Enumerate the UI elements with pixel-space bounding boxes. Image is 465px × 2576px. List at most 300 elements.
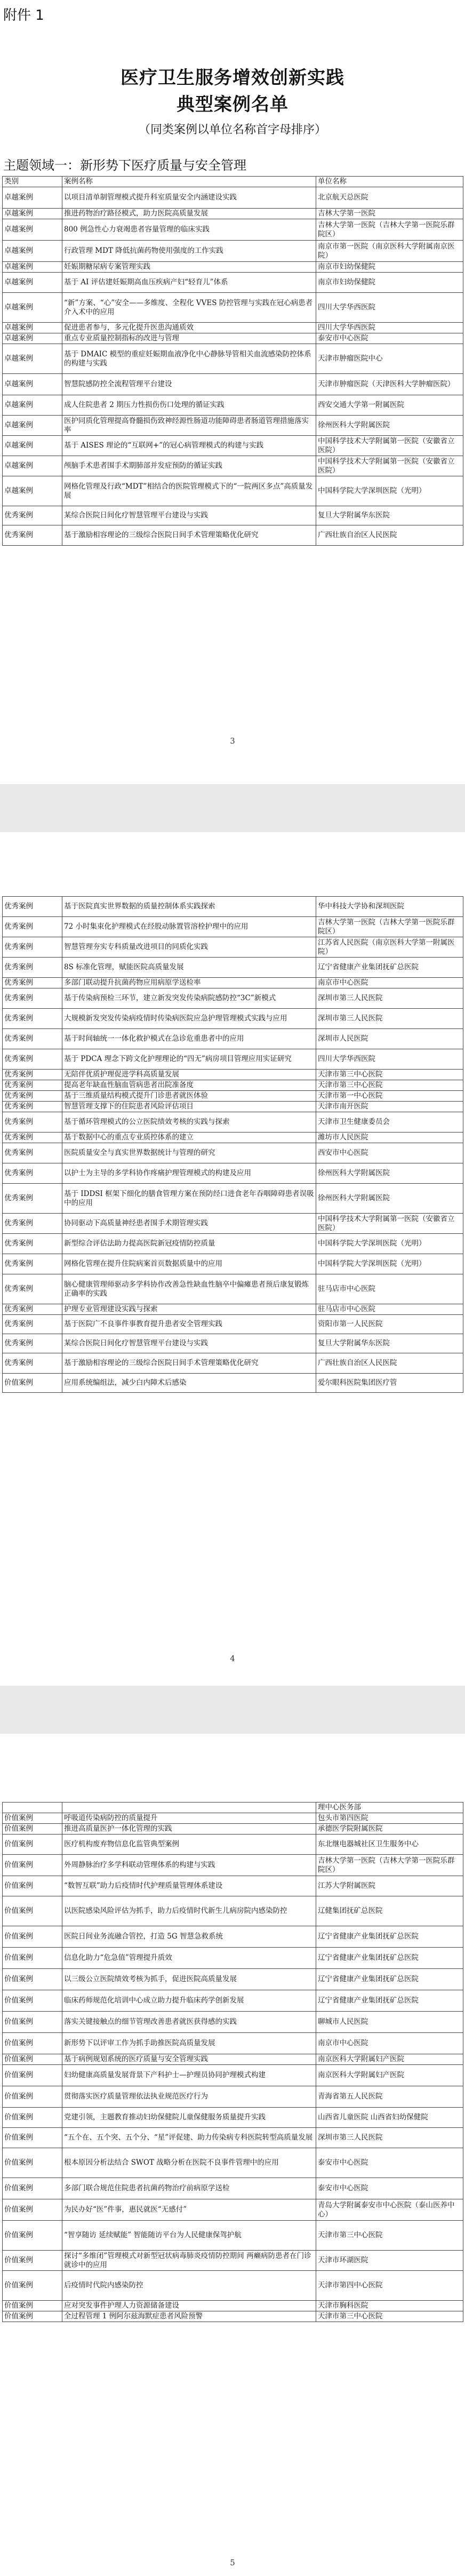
table-row [3,1835,463,1855]
case-name: 贯彻落实医疗质量管理依法执业规范医疗行为 [62,2086,316,2108]
case-unit: 南京市中心医院 [316,2033,463,2054]
case-unit: 理中心医务部 [316,1803,463,1813]
case-category: 优秀案例 [3,525,62,546]
table-row [3,1049,463,1070]
table-row [3,374,463,395]
document-page-3 [0,1734,465,2576]
case-category: 价值案例 [3,2251,62,2271]
table-row [3,1876,463,1896]
table-row [3,2271,463,2301]
table-row [3,958,463,978]
case-category: 优秀案例 [3,917,62,937]
table-row [3,2128,463,2148]
case-unit: 东北继电器城社区卫生服务中心 [316,1835,463,1855]
case-category: 优秀案例 [3,1274,62,1304]
table-row [3,1009,463,1029]
case-category: 优秀案例 [3,937,62,958]
table-row [3,456,463,476]
case-unit: 泰安市中心医院 [316,333,463,344]
case-name: 智慧管理夯实专科质量改进项目的同质化实践 [62,937,316,958]
case-name: 新形势下以评审工作为抓手助推医院高质量发展 [62,2033,316,2054]
case-name: 网格化管理及行政“MDT”相结合的医院管理模式下的“一院两区多点”高质量发展 [62,476,316,506]
case-name: 无陪伴优质护理促进学科高质量发展 [62,1070,316,1080]
case-category: 优秀案例 [3,1080,62,1091]
table-row [3,1080,463,1091]
case-table-page-1 [2,176,463,546]
case-name: 促进患者参与，多元化提升医患沟通质效 [62,323,316,333]
table-row [3,2033,463,2054]
case-category: 优秀案例 [3,1009,62,1029]
case-name: 为民办好“医”件事，惠民就医“无感付” [62,2199,316,2221]
case-category: 价值案例 [3,1824,62,1835]
case-unit: 泰安市中心医院 [316,2148,463,2178]
page-gap [0,784,465,832]
case-name: 多部门联合规范住院患者抗菌药物治疗前病原学送检 [62,2178,316,2199]
case-category: 卓越案例 [3,273,62,293]
table-row [3,2301,463,2311]
page-number-2: 4 [230,1654,235,1663]
case-name: 以护士为主导的多学科协作疼痛护理管理模式的构建及应用 [62,1163,316,1184]
case-name: 重点专业质量控制指标的改进与管理 [62,333,316,344]
case-category: 价值案例 [3,1969,62,1990]
document-title-line-2: 典型案例名单 [177,94,288,115]
case-name: 推进药物治疗路径模式，助力医院高质量发展 [62,209,316,219]
case-category: 优秀案例 [3,988,62,1009]
case-category: 优秀案例 [3,1112,62,1133]
table-row [3,1990,463,2012]
table-row [3,2012,463,2033]
case-name: 根本原因分析法结合 SWOT 战略分析在医院不良事件管理中的应用 [62,2148,316,2178]
case-name: 后疫情时代院内感染防控 [62,2271,316,2301]
case-category: 价值案例 [3,1948,62,1969]
case-unit: 华中科技大学协和深圳医院 [316,897,463,917]
case-name: “五个在、五个突、五个分、“星”评促建、助力传染病专科医院转型高质量发展 [62,2128,316,2148]
case-category: 卓越案例 [3,333,62,344]
case-category: 优秀案例 [3,1315,62,1334]
case-name: 医护同质化管理提高脊髓损伤致神经源性肠道功能障碍患者肠道管理措施落实率 [62,416,316,436]
table-row [3,1334,463,1353]
case-name: 某综合医院日间化疗智慧管理平台建设与实践 [62,506,316,525]
case-category: 卓越案例 [3,395,62,416]
case-unit: 复旦大学附属华东医院 [316,506,463,525]
case-unit: 南京医科大学附属妇产医院 [316,2054,463,2065]
case-category: 优秀案例 [3,1049,62,1070]
case-category: 卓越案例 [3,344,62,374]
table-row [3,988,463,1009]
case-unit: 聊城市人民医院 [316,2012,463,2033]
case-category: 优秀案例 [3,506,62,525]
table-row [3,1112,463,1133]
case-name: 全过程管理 1 例阿尔兹海默症患者风险预警 [62,2311,316,2322]
case-name: 协同驱动下高质量神经患者围手术期管理实践 [62,1214,316,1234]
case-name: 探讨“多维闭”管理模式对新型冠状病毒肺炎疫情防控期间 两癞病防患者在门诊就诊中的应用 [62,2251,316,2271]
case-unit: 泰安市中心医院 [316,2178,463,2199]
table-row [3,2178,463,2199]
case-category: 卓越案例 [3,219,62,241]
case-unit: 徐州医科大学附属医院 [316,1184,463,1214]
case-category: 卓越案例 [3,456,62,476]
table-row [3,978,463,988]
case-category: 优秀案例 [3,1234,62,1254]
case-name: 落实关键接触点的细节管理改善患者就医获得感的实践 [62,2012,316,2033]
case-unit: 中国科学院大学深圳医院（光明） [316,1254,463,1274]
case-name: 医院质量安全与真实世界数据统计与管理的研究 [62,1143,316,1163]
case-name: 8S 标准化管理，赋能医院高质量发展 [62,958,316,978]
case-unit: 南京医科大学附属妇产医院 [316,2065,463,2086]
document-page-1 [0,0,465,784]
table-row [3,1304,463,1315]
case-name: 以医院感染风险评估为抓手，助力后疫情时代新生儿病房院内感染防控 [62,1896,316,1926]
table-row [3,1896,463,1926]
case-name: 大规模新发突发传染病疫情时传染病医院应急护理管理模式实践与应用 [62,1009,316,1029]
case-category: 卓越案例 [3,262,62,273]
case-name: 医院日间业务流融合管控，打造 5G 智慧急救系统 [62,1926,316,1948]
case-unit: 天津市肿瘤医院中心 [316,344,463,374]
case-name: 妊娠期糖尿病专案管理实践 [62,262,316,273]
case-category: 优秀案例 [3,1102,62,1112]
case-name: 呼吸道传染病防控的质量提升 [62,1813,316,1824]
case-unit: 江苏省人民医院（南京医科大学第一附属医院） [316,937,463,958]
case-category: 价值案例 [3,1896,62,1926]
case-category: 价值案例 [3,2271,62,2301]
case-unit: 四川大学华西医院 [316,293,463,323]
case-category: 价值案例 [3,2128,62,2148]
case-name: 颅脑手术患者围手术期肺部并发症预防的循证实践 [62,456,316,476]
table-row [3,1029,463,1049]
case-name: 以三级公立医院绩效考核为抓手，促进医院高质量发展 [62,1969,316,1990]
case-unit: 辽宁省健康产业集团抚矿总医院 [316,1990,463,2012]
case-unit: 辽健集团抚矿总医院 [316,1896,463,1926]
case-name: 临床药师规范化培训中心成立助力提升临床药学创新发展 [62,1990,316,2012]
case-category: 优秀案例 [3,1353,62,1374]
case-category: 优秀案例 [3,897,62,917]
table-row [3,209,463,219]
case-name: 脑心健康管理师驱动多学科协作改善急性缺血性脑卒中偏瘫患者预后康复锻炼正确率的实践 [62,1274,316,1304]
table-row [3,2108,463,2128]
case-unit: 天津市胸科医院 [316,2301,463,2311]
case-category: 优秀案例 [3,1304,62,1315]
case-unit: 深圳市第三人民医院 [316,988,463,1009]
case-category: 价值案例 [3,2221,62,2251]
table-row [3,506,463,525]
case-unit: 中国科学院大学深圳医院（光明） [316,476,463,506]
case-unit: 天津市南开医院 [316,1102,463,1112]
case-unit: 徐州医科大学附属医院 [316,1163,463,1184]
case-unit: 南京市妇幼保健院 [316,262,463,273]
case-category: 价值案例 [3,1813,62,1824]
case-name: 基于 DMAIC 模型的重症妊娠期血液净化中心静脉导管相关血流感染防控体系的构建与实践 [62,344,316,374]
case-unit: 天津市卫生健康委员会 [316,1112,463,1133]
case-table-page-3 [2,1802,463,2322]
case-category: 价值案例 [3,2311,62,2322]
case-unit: 辽宁省健康产业集团抚矿总医院 [316,1948,463,1969]
table-row [3,1102,463,1112]
case-name: 提高老年缺血性脑血管病患者出院准备度 [62,1080,316,1091]
case-category: 价值案例 [3,2065,62,2086]
case-unit: 天津市第三中心医院 [316,2221,463,2251]
case-name: 800 例急性心力衰竭患者容量管理的临床实践 [62,219,316,241]
case-category: 优秀案例 [3,1091,62,1102]
case-unit: 吉林大学第一医院 [316,209,463,219]
case-unit: 徐州医科大学附属医院 [316,416,463,436]
case-category: 卓越案例 [3,209,62,219]
theme-heading: 主题领域一：新形势下医疗质量与安全管理 [3,158,246,173]
case-name: 基于医院真实世界数据的质量控制体系实践探索 [62,897,316,917]
case-name: 信息化助力“危急值”管理提升质效 [62,1948,316,1969]
case-unit: 青海省第五人民医院 [316,2086,463,2108]
case-category: 价值案例 [3,2199,62,2221]
table-row [3,1969,463,1990]
document-page-2 [0,832,465,1686]
case-unit: 天津市第三中心医院 [316,1070,463,1080]
case-name: 应用系统编组法，减少白内障术后感染 [62,1374,316,1393]
table-row [3,1214,463,1234]
table-row [3,2199,463,2221]
case-name: 以项目清单制管理模式提升科室质量安全内涵建设实践 [62,187,316,209]
page-gap [0,1686,465,1734]
case-category: 卓越案例 [3,374,62,395]
case-unit: 北京航天总医院 [316,187,463,209]
case-category: 优秀案例 [3,1133,62,1143]
case-unit: 包头市第四医院 [316,1813,463,1824]
case-name: 医疗机构废弃物信息化监管典型案例 [62,1835,316,1855]
table-row [3,476,463,506]
case-name: 党建引领，主题教育推动妇幼保健院儿童保健服务质量提升实践 [62,2108,316,2128]
case-category: 价值案例 [3,1990,62,2012]
case-category: 价值案例 [3,1835,62,1855]
case-name: 基于传染病预检三环节，建立新发突发传染病院感防控“3C”新模式 [62,988,316,1009]
case-unit: 中国科学技术大学附属第一医院（安徽省立医院） [316,456,463,476]
table-row [3,1184,463,1214]
case-name: 基于 PDCA 理念下跨文化护理理论的“四无”病房项目管理应用实证研究 [62,1049,316,1070]
table-row [3,187,463,209]
case-unit: 驻马店市中心医院 [316,1274,463,1304]
case-name: 新型综合评估法助力提高医院新冠疫情防控质量 [62,1234,316,1254]
case-name: 多部门联动提升抗菌药物应用病原学送检率 [62,978,316,988]
table-row [3,1855,463,1876]
case-category: 价值案例 [3,2054,62,2065]
table-row [3,937,463,958]
table-row [3,273,463,293]
case-unit: 天津市环湖医院 [316,2251,463,2271]
case-unit: 辽宁省健康产业集团抚矿总医院 [316,1969,463,1990]
case-category: 优秀案例 [3,1334,62,1353]
header-category: 类别 [3,177,62,187]
table-row [3,1234,463,1254]
case-category: 价值案例 [3,1374,62,1393]
case-category: 价值案例 [3,2178,62,2199]
table-row [3,436,463,456]
case-name: 网格化管理在提升住院病案首页数据质量中的应用 [62,1254,316,1274]
document-subtitle: （同类案例以单位名称首字母排序） [138,123,326,137]
table-row [3,917,463,937]
case-category: 价值案例 [3,1855,62,1876]
case-unit: 吉林大学第一医院（吉林大学第一医院乐群院区） [316,1855,463,1876]
case-name: 基于医院广不良事件事教育提升患者安全管理实践 [62,1315,316,1334]
case-name: 基于 IDDSI 框架下细化的膳食管理方案在预防经口进食老年吞咽障碍患者误吸中的应用 [62,1184,316,1214]
attachment-label: 附件 1 [3,7,44,23]
case-unit: 南京市中心医院 [316,978,463,988]
case-unit: 中国科学技术大学附属第一医院（安徽省立医院） [316,436,463,456]
table-row [3,1374,463,1393]
case-category: 卓越案例 [3,293,62,323]
table-row [3,2065,463,2086]
table-row [3,1133,463,1143]
case-name: 智慧院感防控全流程管理平台建设 [62,374,316,395]
case-unit: 南京市妇幼保健院 [316,273,463,293]
case-unit: 爱尔眼科医院集团医疗管 [316,1374,463,1393]
case-name: 成人住院患者 2 期压力性损伤伤口处理的循证实践 [62,395,316,416]
case-unit: 深圳市第三人民医院 [316,1009,463,1029]
page-number-3: 5 [230,2558,235,2567]
case-unit: 广西壮族自治区人民医院 [316,525,463,546]
case-unit: 天津市第三中心医院 [316,2311,463,2322]
table-row [3,2221,463,2251]
case-unit: 辽宁省健康产业集团抚矿总医院 [316,1926,463,1948]
case-category: 优秀案例 [3,1163,62,1184]
case-category: 优秀案例 [3,1214,62,1234]
table-row [3,2311,463,2322]
case-unit: 天津市第四中心医院 [316,2271,463,2301]
case-unit: 天津市肿瘤医院（天津医科大学肿瘤医院） [316,374,463,395]
case-name [62,1803,316,1813]
case-name: 行政管理 MDT 降低抗菌药物使用强度的工作实践 [62,241,316,262]
case-unit: 南京市第一医院（南京医科大学附属南京医院） [316,241,463,262]
table-row [3,1274,463,1304]
case-category [3,1803,62,1813]
table-header-row [3,177,463,187]
case-name: “智享随访 延续赋能” 智能随访平台为人民健康保驾护航 [62,2221,316,2251]
case-category: 卓越案例 [3,241,62,262]
case-category: 价值案例 [3,2148,62,2178]
case-name: 妇幼健康高质量发展背景下产科护士—护理员协同护理模式构建 [62,2065,316,2086]
table-row [3,1163,463,1184]
case-category: 价值案例 [3,2033,62,2054]
case-name: 基于病例规划系统的医疗质量与安全管理实践 [62,2054,316,2065]
case-category: 优秀案例 [3,1070,62,1080]
case-name: “新”方案、“心”安全——多维度、全程化 VVES 防控管理与实践在冠心病患者介入术中的应用 [62,293,316,323]
case-unit: 四川大学华西医院 [316,1049,463,1070]
case-name: 72 小时集束化护理模式在经股动脉置管溶栓护理中的应用 [62,917,316,937]
table-row [3,1315,463,1334]
case-unit: 资阳市第一人民医院 [316,1315,463,1334]
table-row [3,416,463,436]
case-unit: 辽宁省健康产业集团抚矿总医院 [316,958,463,978]
case-category: 价值案例 [3,1926,62,1948]
case-category: 价值案例 [3,2086,62,2108]
page-number-1: 3 [230,736,235,746]
table-row [3,323,463,333]
table-row [3,1254,463,1274]
case-category: 价值案例 [3,1876,62,1896]
case-name: 基于 AI 评估建妊娠期高血压疾病产妇“轻育儿”体系 [62,273,316,293]
table-row [3,1824,463,1835]
case-unit: 潍坊市人民医院 [316,1133,463,1143]
case-unit: 复旦大学附属华东医院 [316,1334,463,1353]
case-unit: 深圳市人民医院 [316,1029,463,1049]
case-unit: 西安交通大学第一附属医院 [316,395,463,416]
table-row [3,219,463,241]
case-category: 优秀案例 [3,1184,62,1214]
table-row [3,2251,463,2271]
table-row [3,262,463,273]
case-category: 价值案例 [3,2108,62,2128]
table-row [3,333,463,344]
case-category: 卓越案例 [3,476,62,506]
table-row [3,1948,463,1969]
case-category: 卓越案例 [3,416,62,436]
table-row [3,293,463,323]
case-category: 优秀案例 [3,958,62,978]
case-category: 优秀案例 [3,1143,62,1163]
table-row [3,1353,463,1374]
header-case-name: 案例名称 [62,177,316,187]
case-name: 基于数据中心的重点专业质控体系的建立 [62,1133,316,1143]
table-row [3,2086,463,2108]
case-unit: 天津市第三中心医院 [316,1080,463,1091]
case-unit: 中国科学技术大学附属第一医院（安徽省立医院） [316,1214,463,1234]
table-row [3,897,463,917]
document-title-line-1: 医疗卫生服务增效创新实践 [121,67,344,89]
case-table-page-2 [2,896,463,1393]
table-row [3,1803,463,1813]
table-row [3,525,463,546]
case-category: 卓越案例 [3,323,62,333]
case-name: 外周静脉治疗多学科联动管理体系的构建与实践 [62,1855,316,1876]
case-name: 基于时间轴统一一体化救护模式在急诊危重患者中的应用 [62,1029,316,1049]
case-category: 卓越案例 [3,436,62,456]
case-category: 价值案例 [3,2301,62,2311]
case-name: 智慧管理支撑下的住院患者风险评估项目 [62,1102,316,1112]
case-name: 推进高质量医护一体化管理的实践 [62,1824,316,1835]
case-category: 价值案例 [3,2012,62,2033]
table-row [3,1070,463,1080]
case-name: 护理专业管理建设实践与探索 [62,1304,316,1315]
table-row [3,1143,463,1163]
case-unit: 中国科学院大学深圳医院（光明） [316,1234,463,1254]
case-unit: 深圳市第三人民医院 [316,2128,463,2148]
case-unit: 山西省儿童医院 山西省妇幼保健院 [316,2108,463,2128]
case-category: 优秀案例 [3,978,62,988]
header-unit-name: 单位名称 [316,177,463,187]
case-unit: 江苏大学附属医院 [316,1876,463,1896]
case-name: “数智互联”助力后疫情时代护理质量管理体系建设 [62,1876,316,1896]
case-category: 优秀案例 [3,1029,62,1049]
case-unit: 西安市中心医院 [316,1143,463,1163]
table-row [3,2054,463,2065]
case-name: 基于循环管理模式的公立医院绩效考核的实践与探索 [62,1112,316,1133]
case-unit: 吉林大学第一医院（吉林大学第一医院乐群院区） [316,219,463,241]
case-category: 优秀案例 [3,1254,62,1274]
table-row [3,1926,463,1948]
case-name: 基于三维质量结构模式提升门诊患者就医体验 [62,1091,316,1102]
case-name: 某综合医院日间化疗智慧管理平台建设与实践 [62,1334,316,1353]
case-unit: 广西壮族自治区人民医院 [316,1353,463,1374]
case-name: 应对突发事件护理人力资源储备建设 [62,2301,316,2311]
table-row [3,1091,463,1102]
case-name: 基于 AISES 理论的“互联网+”的冠心病管理模式的构建与实践 [62,436,316,456]
table-row [3,344,463,374]
table-row [3,395,463,416]
table-row [3,241,463,262]
case-category: 卓越案例 [3,187,62,209]
case-unit: 吉林大学第一医院（吉林大学第一医院乐群院区） [316,917,463,937]
table-row [3,1813,463,1824]
case-unit: 四川大学华西医院 [316,323,463,333]
case-name: 基于激励相容理论的三级综合医院日间手术管理策略优化研究 [62,1353,316,1374]
table-row [3,2148,463,2178]
case-unit: 青岛大学附属泰安市中心医院（泰山医养中心） [316,2199,463,2221]
